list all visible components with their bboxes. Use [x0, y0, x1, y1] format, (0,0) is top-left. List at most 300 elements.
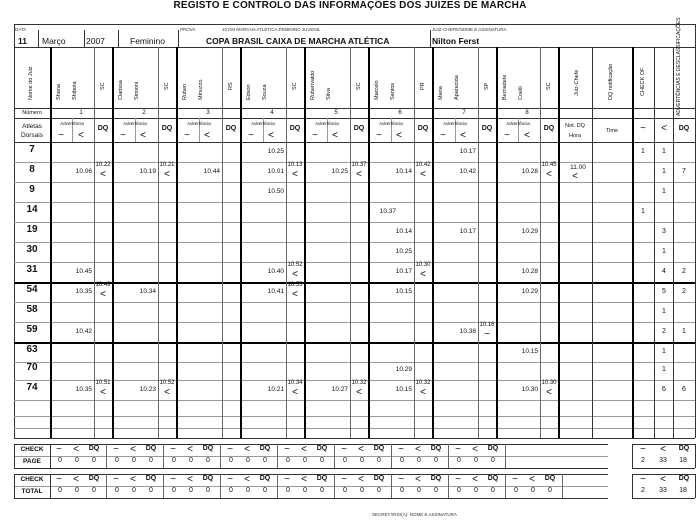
grand-totals-sym: DQ: [202, 475, 214, 482]
judge-loss-head-6: <: [396, 130, 402, 141]
dq-time: 10.30: [541, 380, 557, 386]
label-time: Time: [605, 128, 619, 134]
rule-judge-col: [558, 47, 560, 438]
grand-totals-value: 0: [491, 487, 495, 494]
rule-col-bent: [654, 47, 655, 438]
dq-sym: <: [164, 387, 170, 398]
category: Feminino: [130, 36, 165, 46]
page-totals-sum-sym: ~: [640, 444, 646, 455]
page-totals-sym: <: [187, 444, 193, 455]
grand-totals-value: 0: [172, 487, 176, 494]
grand-totals-group-sep: [505, 474, 506, 498]
bib-7: 7: [29, 144, 35, 155]
date-day: 11: [18, 36, 27, 46]
adv-time: 10.28: [521, 268, 538, 275]
judge-bent-head-7: ~: [440, 130, 446, 141]
rule-judge-col: [176, 47, 178, 438]
chief-name: Nilton Ferst: [432, 36, 480, 46]
adv-time: 10.01: [267, 168, 284, 175]
judge-bent-head-3: ~: [184, 130, 190, 141]
grand-totals-group-sep: [163, 474, 164, 498]
label-hora: Hora: [569, 133, 581, 139]
judge-state-7: SP: [484, 82, 490, 90]
page-totals-sym: DQ: [373, 445, 385, 452]
adv-time: 10.15: [521, 348, 538, 355]
dq-time: 10.52: [159, 380, 175, 386]
dq-sym: <: [420, 387, 426, 398]
judge-state-6: PR: [420, 82, 426, 90]
judge-dq-head-5: DQ: [353, 125, 365, 132]
chief-time: 11.00: [570, 164, 586, 171]
grand-totals-value: 0: [514, 487, 518, 494]
grand-totals-sym: ~: [56, 474, 62, 485]
rule-col-time: [632, 47, 634, 438]
summary-dq-value: 2: [682, 268, 686, 275]
summary-bent-value: 1: [662, 348, 666, 355]
grand-totals-group-sep: [277, 474, 278, 498]
adv-time: 10.15: [395, 288, 412, 295]
bib-54: 54: [26, 284, 38, 295]
chief-sym: <: [572, 171, 578, 182]
prova-label: PROVA: [180, 27, 196, 32]
page-totals-group-sep: [334, 444, 335, 468]
summary-bent-value: 1: [662, 148, 666, 155]
bib-8: 8: [29, 164, 35, 175]
grand-totals-sym: DQ: [259, 475, 271, 482]
rule-header-sep: [38, 30, 39, 47]
grand-totals-value: 0: [531, 487, 535, 494]
label-numero: Número: [22, 110, 42, 116]
page-totals-sym: DQ: [145, 445, 157, 452]
judge-last-6: Santos: [390, 82, 396, 100]
judge-first-4: Edson: [246, 84, 252, 100]
judge-adv-label-6: Advertência: [379, 121, 403, 126]
grand-totals-sym: <: [472, 474, 478, 485]
rule-body-end: [14, 438, 695, 439]
dq-sym: <: [100, 169, 106, 180]
bib-63: 63: [26, 344, 38, 355]
adv-time: 10.29: [395, 366, 412, 373]
grand-totals-sym: ~: [512, 474, 518, 485]
page-totals-value: 0: [132, 457, 136, 464]
dq-time: 10.13: [287, 162, 303, 168]
judge-number-8: 8: [525, 110, 529, 116]
grand-totals-value: 0: [92, 487, 96, 494]
page-totals-sym: <: [130, 444, 136, 455]
grand-totals-value: 0: [115, 487, 119, 494]
label-desclassificacoes: ADVERTÊNCIAS E DESCLASSIFICAÇÕES: [676, 17, 682, 116]
page-totals-sym: DQ: [316, 445, 328, 452]
page-totals-value: 0: [303, 457, 307, 464]
grand-totals-sep: [50, 474, 51, 498]
page-totals-bot: [14, 468, 608, 469]
grand-totals-group-sep: [220, 474, 221, 498]
grand-totals-sum-left: [632, 474, 633, 498]
rule-judge-col: [112, 47, 114, 438]
grand-totals-value: 0: [58, 487, 62, 494]
adv-time: 10.30: [521, 386, 538, 393]
judge-first-1: Shana: [56, 84, 62, 100]
page-totals-sym: <: [415, 444, 421, 455]
adv-time: 10.25: [267, 148, 284, 155]
judge-first-7: Maria: [438, 86, 444, 100]
page-totals-value: 0: [491, 457, 495, 464]
page-totals-value: 0: [457, 457, 461, 464]
judge-last-3: Minuzzo: [198, 79, 204, 100]
grand-totals-value: 0: [286, 487, 290, 494]
judge-number-7: 7: [462, 110, 466, 116]
adv-time: 10.28: [521, 168, 538, 175]
adv-time: 10.29: [521, 288, 538, 295]
summary-dq-value: 1: [682, 328, 686, 335]
adv-time: 10.25: [395, 248, 412, 255]
grand-totals-sym: DQ: [430, 475, 442, 482]
judge-last-8: Coelli: [518, 86, 524, 100]
adv-time: 10.06: [75, 168, 92, 175]
summary-bent-value: 4: [662, 268, 666, 275]
page-totals-group-sep: [106, 444, 107, 468]
rule-header-sep: [430, 30, 431, 47]
adv-time: 10.41: [267, 288, 284, 295]
rule-col-chief: [592, 47, 593, 438]
judge-number-2: 2: [142, 110, 146, 116]
judge-adv-label-4: Advertência: [251, 121, 275, 126]
adv-time: 10.23: [139, 386, 156, 393]
grand-totals-bot: [14, 498, 608, 499]
summary-bent-value: 1: [662, 248, 666, 255]
page-totals-sym: DQ: [202, 445, 214, 452]
grand-totals-sym: ~: [398, 474, 404, 485]
page-totals-value: 0: [172, 457, 176, 464]
judge-first-8: Bernadete: [502, 74, 508, 100]
adv-time: 10.29: [521, 228, 538, 235]
page-totals-value: 0: [343, 457, 347, 464]
dq-sym: <: [292, 169, 298, 180]
dq-time: 10.21: [159, 162, 175, 168]
label-not-dq: Not. DQ: [565, 123, 585, 129]
dq-sym: ~: [484, 329, 490, 340]
dq-time: 10.49: [95, 282, 111, 288]
grand-totals-sum-bot: [632, 498, 695, 499]
grand-totals-group-sep: [448, 474, 449, 498]
judge-loss-head-4: <: [268, 130, 274, 141]
bib-58: 58: [26, 304, 38, 315]
rule-col-loss: [673, 47, 674, 438]
dq-time: 10.22: [95, 162, 111, 168]
page-totals-value: 0: [115, 457, 119, 464]
dq-time: 10.32: [351, 380, 367, 386]
adv-time: 10.14: [395, 168, 412, 175]
grand-totals-value: 0: [434, 487, 438, 494]
bib-9: 9: [29, 184, 35, 195]
page-totals-sum-value: 33: [659, 457, 667, 464]
dq-time: 10.16: [479, 322, 495, 328]
judge-last-4: Souza: [262, 84, 268, 100]
page-totals-sym: DQ: [259, 445, 271, 452]
page-totals-value: 0: [400, 457, 404, 464]
page-totals-sym: <: [472, 444, 478, 455]
judge-last-1: Shibota: [72, 81, 78, 100]
page-totals-sym: ~: [227, 444, 233, 455]
page-totals-value: 0: [206, 457, 210, 464]
judge-state-4: SC: [292, 82, 298, 90]
grand-totals-sym: <: [187, 474, 193, 485]
dq-time: 10.55: [287, 282, 303, 288]
adv-time: 10.45: [75, 268, 92, 275]
grand-totals-sum-sym: ~: [640, 474, 646, 485]
dq-sym: <: [164, 169, 170, 180]
judge-adv-label-8: Advertência: [506, 121, 530, 126]
page-totals-label: PAGE: [23, 458, 41, 465]
judge-bent-head-4: ~: [248, 130, 254, 141]
dq-sym: <: [292, 289, 298, 300]
adv-time: 10.21: [267, 386, 284, 393]
judge-bent-head-2: ~: [120, 130, 126, 141]
label-juiz-chefe: Juiz-Chefe: [574, 69, 580, 96]
summary-bent-value: 1: [662, 168, 666, 175]
dq-sym: <: [100, 387, 106, 398]
page-totals-group-sep: [505, 444, 506, 468]
summary-dq-value: 6: [682, 386, 686, 393]
judge-number-4: 4: [270, 110, 274, 116]
grand-totals-value: 0: [132, 487, 136, 494]
adv-time: 10.19: [139, 168, 156, 175]
page-totals-group-sep: [163, 444, 164, 468]
dq-sym: <: [356, 169, 362, 180]
grand-totals-sym: DQ: [544, 475, 556, 482]
dq-sym: <: [420, 169, 426, 180]
page-totals-sym: <: [73, 444, 79, 455]
page-totals-sym: ~: [113, 444, 119, 455]
page-totals-sym: ~: [341, 444, 347, 455]
date-year: 2007: [86, 36, 105, 46]
grand-totals-value: 0: [343, 487, 347, 494]
rule-judge-col: [304, 47, 306, 438]
grand-totals-sym: <: [301, 474, 307, 485]
rule-right: [695, 24, 696, 438]
grand-totals-sym: DQ: [316, 475, 328, 482]
judge-number-5: 5: [334, 110, 338, 116]
judge-bent-head-1: ~: [58, 130, 64, 141]
page-totals-sym: DQ: [430, 445, 442, 452]
page-totals-sep: [50, 444, 51, 468]
judge-state-3: RS: [228, 82, 234, 90]
summary-bent-value: 5: [662, 288, 666, 295]
grand-totals-group-sep: [334, 474, 335, 498]
judge-last-5: Silva: [326, 88, 332, 100]
label-nome-juiz: Nome do Juiz: [28, 66, 34, 100]
grand-totals-group-sep: [106, 474, 107, 498]
prova-name: COPA BRASIL CAIXA DE MARCHA ATLÉTICA: [206, 36, 390, 46]
page-totals-value: 0: [434, 457, 438, 464]
judge-first-2: Clarissa: [118, 80, 124, 100]
dq-sym: <: [292, 387, 298, 398]
grand-totals-sym: <: [244, 474, 250, 485]
judge-dq-head-8: DQ: [543, 125, 555, 132]
page-totals-sym: ~: [455, 444, 461, 455]
grand-totals-left: [14, 474, 15, 498]
rule-judge-col: [432, 47, 434, 438]
dq-time: 10.51: [95, 380, 111, 386]
judge-state-2: SC: [164, 82, 170, 90]
judge-number-6: 6: [398, 110, 402, 116]
bib-59: 59: [26, 324, 38, 335]
adv-time: 10.17: [395, 268, 412, 275]
page-totals-check-label: CHECK: [20, 446, 44, 453]
rule-dq-col: [478, 47, 479, 438]
rule-judge-col: [240, 47, 242, 438]
dq-time: 10.32: [415, 380, 431, 386]
page-totals-value: 0: [246, 457, 250, 464]
adv-time: 10.42: [459, 168, 476, 175]
judge-state-5: SC: [356, 82, 362, 90]
grand-totals-sum-value: 33: [659, 487, 667, 494]
check-of-value: 1: [641, 208, 645, 215]
summary-bent-head: ~: [640, 123, 646, 134]
grand-totals-sym: DQ: [88, 475, 100, 482]
grand-totals-label: TOTAL: [21, 488, 43, 495]
grand-totals-sym: <: [358, 474, 364, 485]
bib-31: 31: [26, 264, 38, 275]
bib-14: 14: [26, 204, 38, 215]
adv-time: 10.50: [267, 188, 284, 195]
judge-dq-head-2: DQ: [161, 125, 173, 132]
grand-totals-sym: DQ: [487, 475, 499, 482]
page-totals-value: 0: [286, 457, 290, 464]
label-check-of: CHECK OF: [640, 67, 646, 96]
page-totals-sym: ~: [170, 444, 176, 455]
adv-time: 10.35: [75, 288, 92, 295]
grand-totals-value: 0: [303, 487, 307, 494]
judge-loss-head-7: <: [460, 130, 466, 141]
dq-time: 10.42: [415, 162, 431, 168]
adv-time: 10.34: [139, 288, 156, 295]
judge-adv-label-5: Advertência: [315, 121, 339, 126]
grand-totals-check-label: CHECK: [20, 476, 44, 483]
judge-bent-head-6: ~: [376, 130, 382, 141]
dq-time: 10.45: [541, 162, 557, 168]
judge-adv-label-3: Advertência: [187, 121, 211, 126]
grand-totals-sum-sym: <: [660, 474, 666, 485]
dq-sym: <: [546, 387, 552, 398]
judge-first-3: Ruben: [182, 83, 188, 100]
grand-totals-value: 0: [377, 487, 381, 494]
page-totals-left: [14, 444, 15, 468]
page-totals-value: 0: [417, 457, 421, 464]
adv-time: 10.40: [267, 268, 284, 275]
grand-totals-value: 0: [474, 487, 478, 494]
check-of-value: 1: [641, 148, 645, 155]
page-totals-sum-sym: DQ: [678, 445, 690, 452]
grand-totals-sym: ~: [455, 474, 461, 485]
judge-adv-label-2: Advertência: [123, 121, 147, 126]
adv-time: 10.44: [203, 168, 220, 175]
bib-70: 70: [26, 362, 38, 373]
grand-totals-sym: <: [130, 474, 136, 485]
dq-time: 10.37: [351, 162, 367, 168]
grand-totals-sum-sym: DQ: [678, 475, 690, 482]
page-totals-sym: ~: [398, 444, 404, 455]
page-totals-value: 0: [75, 457, 79, 464]
page-totals-sym: ~: [284, 444, 290, 455]
page-totals-value: 0: [92, 457, 96, 464]
page-totals-sym: <: [301, 444, 307, 455]
dq-time: 10.34: [287, 380, 303, 386]
summary-dq-value: 2: [682, 288, 686, 295]
judge-loss-head-1: <: [78, 130, 84, 141]
grand-totals-value: 0: [229, 487, 233, 494]
grand-totals-sym: <: [415, 474, 421, 485]
page-totals-sym: <: [358, 444, 364, 455]
summary-bent-value: 3: [662, 228, 666, 235]
rule-left: [14, 24, 15, 438]
judge-bent-head-5: ~: [312, 130, 318, 141]
summary-bent-value: 1: [662, 366, 666, 373]
judge-dq-head-7: DQ: [481, 125, 493, 132]
page-totals-value: 0: [320, 457, 324, 464]
judge-last-7: Aparecida: [454, 75, 460, 100]
dq-sym: <: [546, 169, 552, 180]
summary-bent-value: 6: [662, 386, 666, 393]
grand-totals-sym: ~: [227, 474, 233, 485]
judge-loss-head-8: <: [524, 130, 530, 141]
sheet-title: REGISTO E CONTROLO DAS INFORMAÇÕES DOS JUÍZES DE MARCHA: [173, 0, 527, 11]
rule-dq-col: [222, 47, 223, 438]
judge-last-2: Simioni: [134, 81, 140, 100]
rule-judge-col: [496, 47, 498, 438]
page-totals-value: 0: [474, 457, 478, 464]
summary-loss-head: <: [661, 123, 667, 134]
judge-number-1: 1: [79, 110, 83, 116]
grand-totals-sym: ~: [170, 474, 176, 485]
page-totals-value: 0: [229, 457, 233, 464]
grand-totals-group-sep: [562, 474, 563, 498]
page-totals-sum-value: 2: [641, 457, 645, 464]
grand-totals-sum-value: 18: [679, 487, 687, 494]
dq-sym: <: [420, 269, 426, 280]
page-totals-sym: <: [244, 444, 250, 455]
grand-totals-value: 0: [457, 487, 461, 494]
adv-time: 10.37: [379, 208, 396, 215]
bib-30: 30: [26, 244, 38, 255]
rule-header-sep: [118, 30, 119, 47]
judge-dq-head-6: DQ: [417, 125, 429, 132]
rule-top: [14, 24, 695, 25]
adv-time: 10.15: [395, 386, 412, 393]
judge-state-1: SC: [100, 82, 106, 90]
page-totals-value: 0: [263, 457, 267, 464]
grand-totals-sum-right: [695, 474, 696, 498]
judge-state-8: SC: [546, 82, 552, 90]
label-atletas: Atletas: [22, 123, 42, 130]
judge-loss-head-3: <: [204, 130, 210, 141]
label-dq-notificacao: DQ notificação: [608, 63, 614, 100]
grand-totals-value: 0: [400, 487, 404, 494]
page-totals-sum-right: [695, 444, 696, 468]
adv-time: 10.27: [331, 386, 348, 393]
judge-bent-head-8: ~: [504, 130, 510, 141]
judge-loss-head-5: <: [332, 130, 338, 141]
judge-number-3: 3: [206, 110, 210, 116]
adv-time: 10.35: [75, 386, 92, 393]
page-totals-group-sep: [448, 444, 449, 468]
page-totals-sum-value: 18: [679, 457, 687, 464]
page-totals-group-sep: [220, 444, 221, 468]
page-totals-value: 0: [377, 457, 381, 464]
summary-dq-value: 7: [682, 168, 686, 175]
rule-judge-col: [50, 47, 52, 438]
grand-totals-value: 0: [206, 487, 210, 494]
